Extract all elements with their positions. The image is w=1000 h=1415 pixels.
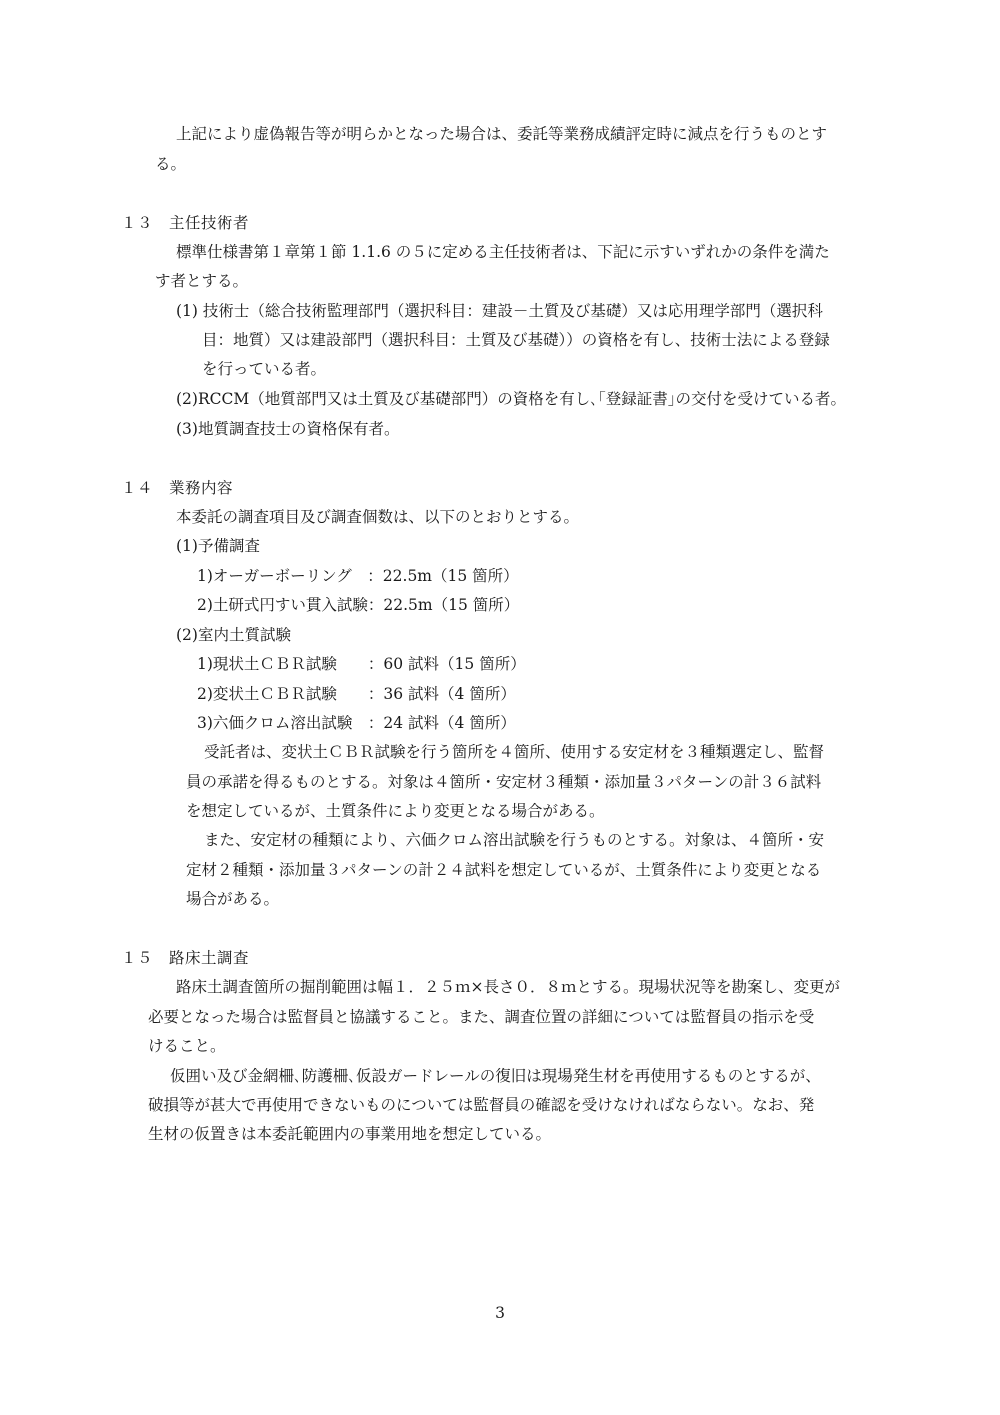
section-14-note-line-4: また、安定材の種類により、六価クロム溶出試験を行うものとする。対象は、４箇所・安: [204, 831, 825, 849]
section-14-group-2-item-2: 2)変状土ＣＢＲ試験 ：36 試料（4 箇所）: [197, 685, 516, 703]
section-13-body-line-1: 標準仕様書第１章第１節 1.1.6 の５に定める主任技術者は、下記に示すいずれかの条件を満た: [176, 243, 830, 261]
section-14-heading: １４ 業務内容: [121, 479, 234, 497]
section-15-body-line-1: 路床土調査箇所の掘削範囲は幅１．２５ｍ×長さ０．８ｍとする。現場状況等を勘案し、変更が: [176, 978, 840, 996]
section-14-group-1-title: (1)予備調査: [176, 537, 260, 555]
section-14-note-line-1: 受託者は、変状土ＣＢＲ試験を行う箇所を４箇所、使用する安定材を３種類選定し、監督: [204, 743, 825, 761]
section-14-group-2-item-1: 1)現状土ＣＢＲ試験 ：60 試料（15 箇所）: [197, 655, 526, 673]
section-15-body-line-6: 生材の仮置きは本委託範囲内の事業用地を想定している。: [148, 1125, 552, 1143]
section-13-item-1-line-3: を行っている者。: [202, 360, 327, 378]
section-13-item-3: (3)地質調査技士の資格保有者。: [176, 420, 400, 438]
section-13-item-1-line-2: 目：地質）又は建設部門（選択科目：土質及び基礎））の資格を有し、技術士法による登録: [202, 331, 830, 349]
section-15-body-line-2: 必要となった場合は監督員と協議すること。また、調査位置の詳細については監督員の指示を受: [148, 1008, 815, 1026]
section-15-body-line-5: 破損等が甚大で再使用できないものについては監督員の確認を受けなければならない。なお、発: [148, 1096, 815, 1114]
section-14-group-1-item-1: 1)オーガーボーリング ：22.5m（15 箇所）: [197, 567, 519, 585]
section-14-note-line-3: を想定しているが、土質条件により変更となる場合がある。: [186, 802, 605, 820]
section-14-intro: 本委託の調査項目及び調査個数は、以下のとおりとする。: [176, 508, 580, 526]
section-15-body-line-4: 仮囲い及び金網柵､防護柵､仮設ガードレールの復旧は現場発生材を再使用するものとするが、: [170, 1067, 821, 1085]
intro-line-2: る。: [155, 155, 187, 173]
page-number: 3: [495, 1304, 505, 1322]
section-14-group-2-title: (2)室内土質試験: [176, 626, 291, 644]
section-15-heading: １５ 路床土調査: [121, 949, 250, 967]
section-13-item-1-line-1: (1) 技術士（総合技術監理部門（選択科目：建設－土質及び基礎）又は応用理学部門（選択科: [176, 302, 823, 320]
section-15-body-line-3: けること。: [148, 1037, 226, 1055]
section-13-heading: １３ 主任技術者: [121, 214, 250, 232]
section-14-group-1-item-2: 2)土研式円すい貫入試験：22.5m（15 箇所）: [197, 596, 520, 614]
section-13-body-line-2: す者とする。: [155, 272, 249, 290]
section-13-item-2: (2)RCCM（地質部門又は土質及び基礎部門）の資格を有し､｢登録証書｣の交付を受けている者。: [176, 390, 846, 408]
section-14-note-line-2: 員の承諾を得るものとする。対象は４箇所・安定材３種類・添加量３パターンの計３６試料: [186, 773, 822, 791]
section-14-note-line-6: 場合がある。: [186, 890, 280, 908]
section-14-group-2-item-3: 3)六価クロム溶出試験 ：24 試料（4 箇所）: [197, 714, 516, 732]
intro-line-1: 上記により虚偽報告等が明らかとなった場合は、委託等業務成績評定時に減点を行うものとす: [176, 125, 828, 143]
section-14-note-line-5: 定材２種類・添加量３パターンの計２４試料を想定しているが、土質条件により変更となる: [186, 861, 822, 879]
